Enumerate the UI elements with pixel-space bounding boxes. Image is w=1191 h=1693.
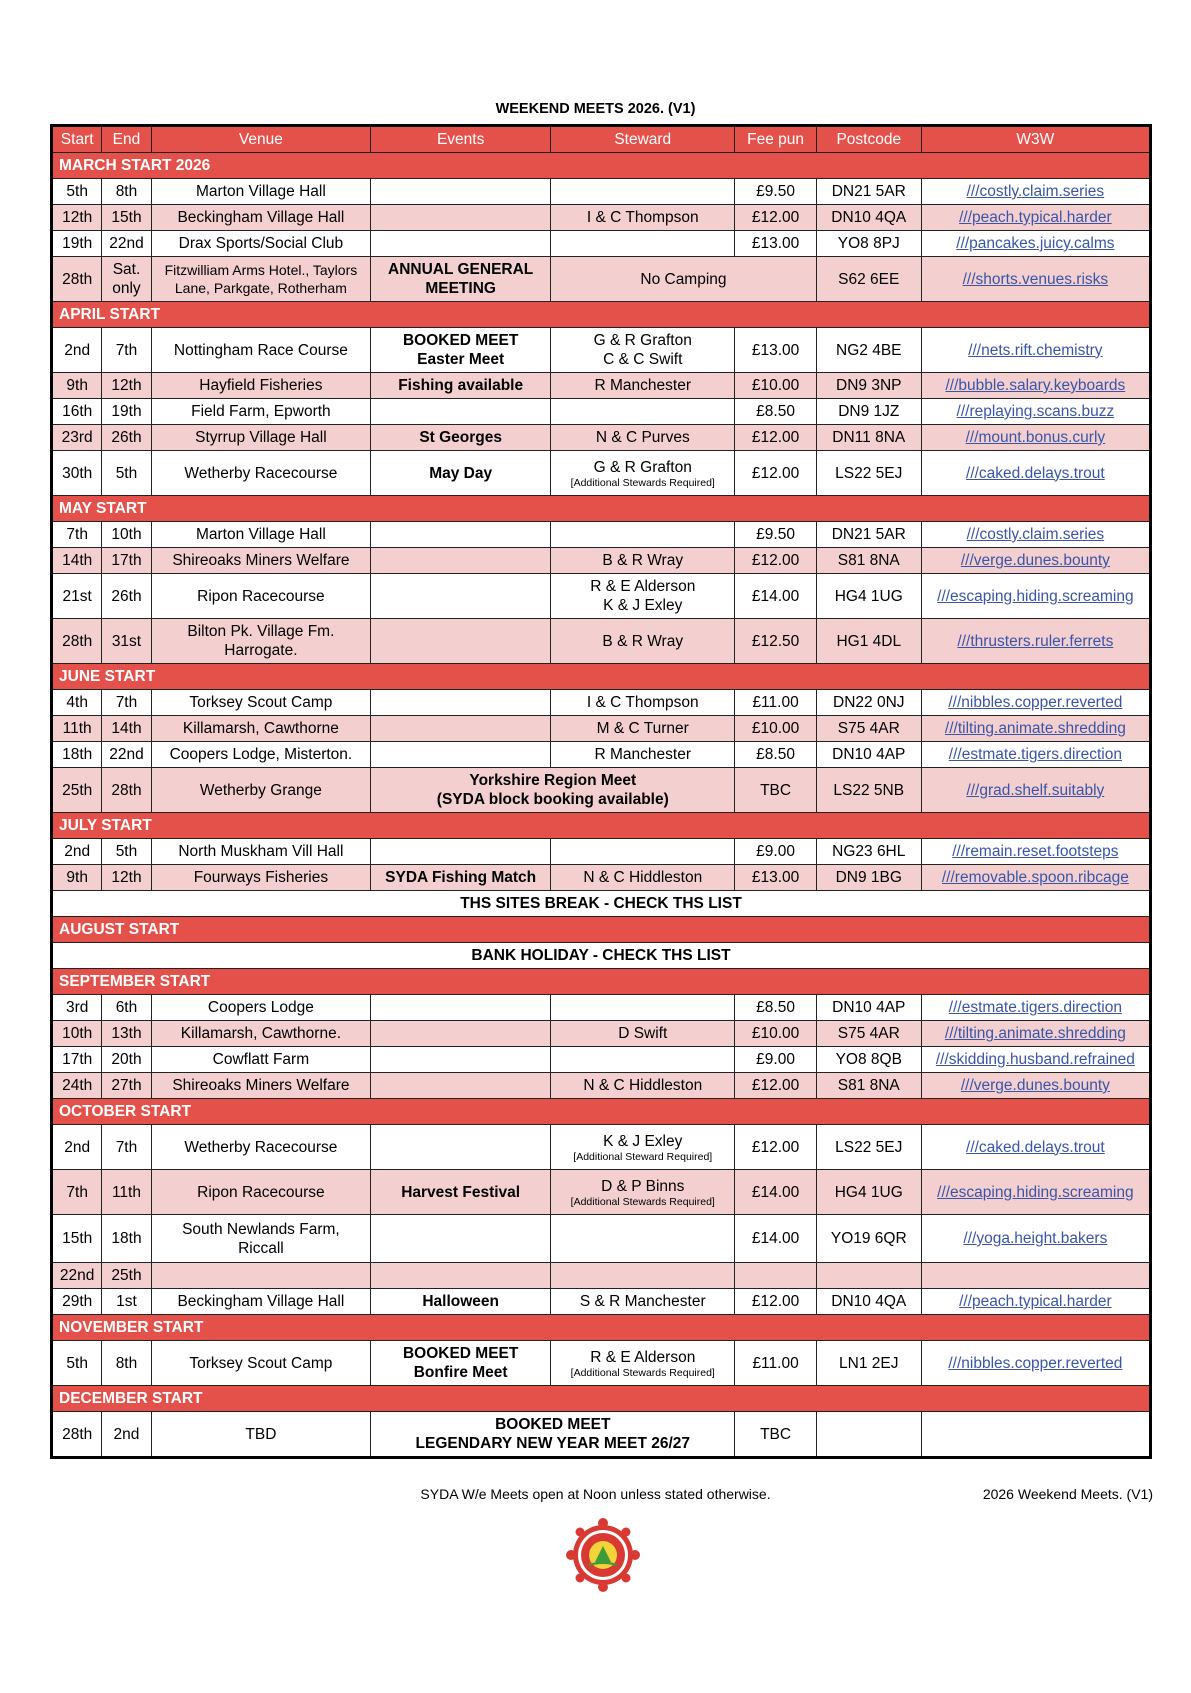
table-header bbox=[52, 126, 1151, 153]
w3w-link[interactable]: ///costly.claim.series bbox=[921, 522, 1150, 548]
w3w-link[interactable]: ///estmate.tigers.direction bbox=[921, 995, 1150, 1021]
w3w-link[interactable]: ///peach.typical.harder bbox=[921, 1289, 1150, 1315]
table-row: 5th 8th Torksey Scout Camp BOOKED MEET Bonfire Meet R & E Alderson [Additional Stewards Required] £11.00 LN1 2EJ ///nibbles.copper.reverted bbox=[52, 1341, 1151, 1386]
table-row: 5th 8th Marton Village Hall £9.50 DN21 5AR ///costly.claim.series bbox=[52, 179, 1151, 205]
w3w-link[interactable]: ///bubble.salary.keyboards bbox=[921, 373, 1150, 399]
table-row: 16th 19th Field Farm, Epworth £8.50 DN9 1JZ ///replaying.scans.buzz bbox=[52, 399, 1151, 425]
w3w-link[interactable]: ///escaping.hiding.screaming bbox=[921, 574, 1150, 619]
w3w-link[interactable]: ///mount.bonus.curly bbox=[921, 425, 1150, 451]
ths-break-notice: THS SITES BREAK - CHECK THS LIST bbox=[52, 891, 1151, 917]
w3w-link[interactable]: ///grad.shelf.suitably bbox=[921, 768, 1150, 813]
table-row: 12th 15th Beckingham Village Hall I & C Thompson £12.00 DN10 4QA ///peach.typical.harder bbox=[52, 205, 1151, 231]
table-row: 30th 5th Wetherby Racecourse May Day G & R Grafton [Additional Stewards Required] £12.00 LS22 5EJ ///caked.delays.trout bbox=[52, 451, 1151, 496]
section-june: JUNE START bbox=[52, 664, 1151, 690]
table-row: 28th Sat. only Fitzwilliam Arms Hotel., Taylors Lane, Parkgate, Rotherham ANNUAL GENERAL MEETING No Camping S62 6EE ///shorts.venues.risks bbox=[52, 257, 1151, 302]
table-row: 14th 17th Shireoaks Miners Welfare B & R Wray £12.00 S81 8NA ///verge.dunes.bounty bbox=[52, 548, 1151, 574]
col-fee: Fee pun bbox=[735, 126, 816, 153]
section-march: MARCH START 2026 bbox=[52, 153, 1151, 179]
table-row: 15th 18th South Newlands Farm, Riccall £14.00 YO19 6QR ///yoga.height.bakers bbox=[52, 1215, 1151, 1263]
table-row: 21st 26th Ripon Racecourse R & E Alderson K & J Exley £14.00 HG4 1UG ///escaping.hiding.screaming bbox=[52, 574, 1151, 619]
footer-version: 2026 Weekend Meets. (V1) bbox=[982, 1486, 1153, 1502]
section-july: JULY START bbox=[52, 813, 1151, 839]
col-events: Events bbox=[371, 126, 551, 153]
section-april: APRIL START bbox=[52, 302, 1151, 328]
table-row: 10th 13th Killamarsh, Cawthorne. D Swift £10.00 S75 4AR ///tilting.animate.shredding bbox=[52, 1021, 1151, 1047]
bank-holiday-notice: BANK HOLIDAY - CHECK THS LIST bbox=[52, 943, 1151, 969]
section-may: MAY START bbox=[52, 496, 1151, 522]
table-row: 3rd 6th Coopers Lodge £8.50 DN10 4AP ///estmate.tigers.direction bbox=[52, 995, 1151, 1021]
col-venue: Venue bbox=[151, 126, 371, 153]
w3w-link[interactable]: ///estmate.tigers.direction bbox=[921, 742, 1150, 768]
table-row: 23rd 26th Styrrup Village Hall St Georges N & C Purves £12.00 DN11 8NA ///mount.bonus.curly bbox=[52, 425, 1151, 451]
table-row: 19th 22nd Drax Sports/Social Club £13.00 YO8 8PJ ///pancakes.juicy.calms bbox=[52, 231, 1151, 257]
table-row: 18th 22nd Coopers Lodge, Misterton. R Manchester £8.50 DN10 4AP ///estmate.tigers.direction bbox=[52, 742, 1151, 768]
page-title: WEEKEND MEETS 2026. (V1) bbox=[495, 101, 696, 117]
section-august: AUGUST START bbox=[52, 917, 1151, 943]
table-row: 2nd 7th Nottingham Race Course BOOKED MEET Easter Meet G & R Grafton C & C Swift £13.00 NG2 4BE ///nets.rift.chemistry bbox=[52, 328, 1151, 373]
w3w-link[interactable]: ///verge.dunes.bounty bbox=[921, 548, 1150, 574]
w3w-link[interactable]: ///verge.dunes.bounty bbox=[921, 1073, 1150, 1099]
w3w-link[interactable]: ///caked.delays.trout bbox=[921, 1125, 1150, 1170]
w3w-link[interactable]: ///thrusters.ruler.ferrets bbox=[921, 619, 1150, 664]
w3w-link[interactable]: ///peach.typical.harder bbox=[921, 205, 1150, 231]
footer-note: SYDA W/e Meets open at Noon unless stated otherwise. bbox=[420, 1486, 771, 1502]
w3w-link[interactable]: ///escaping.hiding.screaming bbox=[921, 1170, 1150, 1215]
section-october: OCTOBER START bbox=[52, 1099, 1151, 1125]
table-row: 2nd 7th Wetherby Racecourse K & J Exley [Additional Steward Required] £12.00 LS22 5EJ ///caked.delays.trout bbox=[52, 1125, 1151, 1170]
w3w-link[interactable]: ///tilting.animate.shredding bbox=[921, 1021, 1150, 1047]
col-steward: Steward bbox=[551, 126, 735, 153]
w3w-link[interactable]: ///skidding.husband.refrained bbox=[921, 1047, 1150, 1073]
section-november: NOVEMBER START bbox=[52, 1315, 1151, 1341]
w3w-link[interactable]: ///nets.rift.chemistry bbox=[921, 328, 1150, 373]
col-end: End bbox=[102, 126, 151, 153]
table-row: 4th 7th Torksey Scout Camp I & C Thompson £11.00 DN22 0NJ ///nibbles.copper.reverted bbox=[52, 690, 1151, 716]
table-row: 28th 31st Bilton Pk. Village Fm. Harrogate. B & R Wray £12.50 HG1 4DL ///thrusters.ruler.ferrets bbox=[52, 619, 1151, 664]
w3w-link[interactable]: ///nibbles.copper.reverted bbox=[921, 1341, 1150, 1386]
table-row: 22nd 25th bbox=[52, 1263, 1151, 1289]
table-row: 11th 14th Killamarsh, Cawthorne M & C Turner £10.00 S75 4AR ///tilting.animate.shredding bbox=[52, 716, 1151, 742]
w3w-link[interactable]: ///caked.delays.trout bbox=[921, 451, 1150, 496]
col-w3w: W3W bbox=[921, 126, 1150, 153]
w3w-link[interactable]: ///pancakes.juicy.calms bbox=[921, 231, 1150, 257]
w3w-link[interactable]: ///replaying.scans.buzz bbox=[921, 399, 1150, 425]
table-row: 9th 12th Hayfield Fisheries Fishing available R Manchester £10.00 DN9 3NP ///bubble.salary.keyboards bbox=[52, 373, 1151, 399]
w3w-link[interactable]: ///tilting.animate.shredding bbox=[921, 716, 1150, 742]
table-row: 24th 27th Shireoaks Miners Welfare N & C Hiddleston £12.00 S81 8NA ///verge.dunes.bounty bbox=[52, 1073, 1151, 1099]
meets-table bbox=[50, 124, 1152, 1459]
table-row: 28th 2nd TBD BOOKED MEET LEGENDARY NEW YEAR MEET 26/27 TBC bbox=[52, 1412, 1151, 1458]
table-row: 9th 12th Fourways Fisheries SYDA Fishing Match N & C Hiddleston £13.00 DN9 1BG ///removable.spoon.ribcage bbox=[52, 865, 1151, 891]
table-row: 7th 11th Ripon Racecourse Harvest Festival D & P Binns [Additional Stewards Required] £14.00 HG4 1UG ///escaping.hiding.screaming bbox=[52, 1170, 1151, 1215]
table-row: 25th 28th Wetherby Grange Yorkshire Region Meet (SYDA block booking available) TBC LS22 5NB ///grad.shelf.suitably bbox=[52, 768, 1151, 813]
table-row: 2nd 5th North Muskham Vill Hall £9.00 NG23 6HL ///remain.reset.footsteps bbox=[52, 839, 1151, 865]
col-start: Start bbox=[52, 126, 102, 153]
table-row: 7th 10th Marton Village Hall £9.50 DN21 5AR ///costly.claim.series bbox=[52, 522, 1151, 548]
w3w-link[interactable]: ///nibbles.copper.reverted bbox=[921, 690, 1150, 716]
w3w-link[interactable]: ///yoga.height.bakers bbox=[921, 1215, 1150, 1263]
section-september: SEPTEMBER START bbox=[52, 969, 1151, 995]
w3w-link[interactable]: ///shorts.venues.risks bbox=[921, 257, 1150, 302]
table-row: 29th 1st Beckingham Village Hall Halloween S & R Manchester £12.00 DN10 4QA ///peach.typical.harder bbox=[52, 1289, 1151, 1315]
section-december: DECEMBER START bbox=[52, 1386, 1151, 1412]
club-logo bbox=[563, 1515, 643, 1595]
w3w-link[interactable]: ///removable.spoon.ribcage bbox=[921, 865, 1150, 891]
col-postcode: Postcode bbox=[816, 126, 921, 153]
w3w-link[interactable]: ///remain.reset.footsteps bbox=[921, 839, 1150, 865]
table-row: 17th 20th Cowflatt Farm £9.00 YO8 8QB ///skidding.husband.refrained bbox=[52, 1047, 1151, 1073]
w3w-link[interactable]: ///costly.claim.series bbox=[921, 179, 1150, 205]
